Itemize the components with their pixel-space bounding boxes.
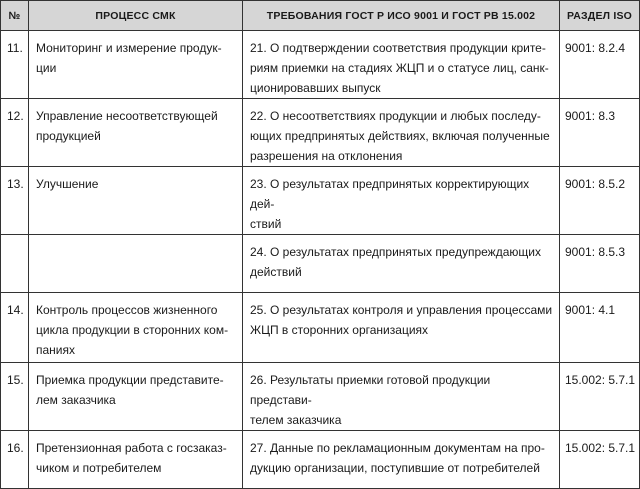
row-requirement: 27. Данные по рекламационным документам на про- дукцию организации, поступившие от потребителей	[250, 441, 545, 475]
row-requirement: 24. О результатах предпринятых предупреждающих действий	[250, 245, 541, 279]
header-iso-section: РАЗДЕЛ ISO	[560, 1, 640, 31]
table-row	[1, 293, 640, 363]
table-row	[1, 31, 640, 99]
row-num: 12.	[7, 109, 24, 123]
row-iso-section: 9001: 4.1	[565, 303, 616, 317]
header-num: №	[1, 1, 29, 31]
row-iso-section: 9001: 8.2.4	[565, 41, 626, 55]
row-process: Управление несоответствующей продукцией	[36, 109, 218, 143]
table-row	[1, 363, 640, 431]
row-process: Претензионная работа с госзаказ- чиком и потребителем	[36, 441, 227, 475]
row-requirement: 23. О результатах предпринятых корректирующих дей- ствий	[250, 177, 530, 231]
row-process: Улучшение	[36, 177, 99, 191]
row-requirement: 22. О несоответствиях продукции и любых последу- ющих предпринятых действиях, включая полученные разрешения на отклонения	[250, 109, 550, 163]
row-requirement: 26. Результаты приемки готовой продукции представи- телем заказчика	[250, 373, 491, 427]
row-process: Контроль процессов жизненного цикла продукции в сторонних ком- паниях	[36, 303, 229, 357]
row-requirement: 21. О подтверждении соответствия продукции крите- риям приемки на стадиях ЖЦП и о статусе лиц, санк- ционировавших выпуск	[250, 41, 549, 95]
header-requirements: ТРЕБОВАНИЯ ГОСТ Р ИСО 9001 И ГОСТ РВ 15.002	[243, 1, 560, 31]
row-iso-section: 9001: 8.5.2	[565, 177, 626, 191]
row-process: Приемка продукции представите- лем заказчика	[36, 373, 224, 407]
table-row	[1, 99, 640, 167]
row-num	[1, 235, 28, 242]
row-num: 15.	[7, 373, 24, 387]
header-row	[1, 1, 640, 31]
row-process: Мониторинг и измерение продук- ции	[36, 41, 222, 75]
row-num: 13.	[7, 177, 24, 191]
table-row	[1, 167, 640, 235]
row-process	[29, 235, 242, 242]
table-row	[1, 235, 640, 293]
row-num: 14.	[7, 303, 24, 317]
row-iso-section: 15.002: 5.7.1	[565, 441, 636, 455]
table-row	[1, 431, 640, 489]
row-iso-section: 9001: 8.3	[565, 109, 616, 123]
header-process: ПРОЦЕСС СМК	[29, 1, 243, 31]
row-iso-section: 15.002: 5.7.1	[565, 373, 636, 387]
row-num: 16.	[7, 441, 24, 455]
row-iso-section: 9001: 8.5.3	[565, 245, 626, 259]
row-requirement: 25. О результатах контроля и управления процессами ЖЦП в сторонних организациях	[250, 303, 553, 337]
row-num: 11.	[7, 41, 23, 55]
